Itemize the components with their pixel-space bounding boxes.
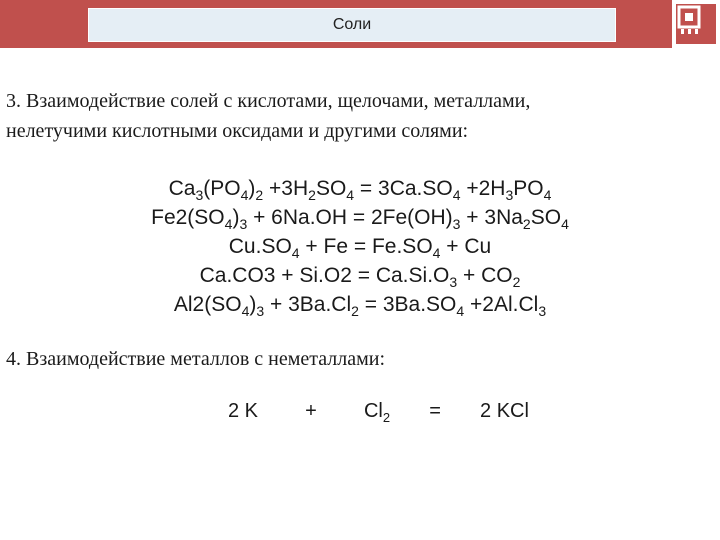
equation-subscript: 3: [452, 216, 461, 232]
section-3-heading: [6, 86, 706, 146]
equation-text: +2Al.Cl: [464, 293, 539, 316]
equation-text: SO: [530, 206, 562, 229]
product: 2 KCl: [480, 400, 529, 422]
equation-text: Ca: [168, 177, 196, 200]
equation-text: ): [249, 293, 257, 316]
section-3-heading-line1: 3. Взаимодействие солей с кислотами, щелочами, металлами,: [6, 90, 531, 112]
equations-block: [0, 174, 720, 319]
equation-text: + CO: [457, 264, 513, 287]
section-4-heading-text: 4. Взаимодействие металлов с неметаллами:: [6, 348, 386, 370]
equation-subscript: 3: [239, 216, 248, 232]
equation-line-5: [0, 290, 720, 319]
equation-text: + 3Ba.Cl: [264, 293, 352, 316]
equation-subscript: 2: [255, 187, 264, 203]
equation-subscript: 3: [449, 274, 458, 290]
reactant-2-symbol: Cl: [363, 400, 383, 422]
equation-subscript: 4: [561, 216, 569, 232]
section-3-heading-line2: нелетучими кислотными оксидами и другими солями:: [6, 120, 469, 142]
equation-subscript: 2: [351, 303, 359, 319]
header-band: [0, 0, 720, 48]
chip-logo-icon: [676, 4, 716, 44]
equation-subscript: 4: [240, 187, 249, 203]
equation-text: PO: [513, 177, 544, 200]
plus-sign: +: [305, 400, 317, 422]
equation-text: Cu.SO: [228, 235, 292, 258]
equation-text: + 3Na: [460, 206, 523, 229]
equation-text: +3H: [263, 177, 309, 200]
reactant-2-subscript: 2: [382, 410, 391, 425]
equation-subscript: 3: [505, 187, 514, 203]
equation-text: +2H: [460, 177, 506, 200]
reactant-2: [364, 396, 390, 426]
equation-line-1: [0, 174, 720, 203]
equation-text: Fe2(SO: [151, 206, 225, 229]
equation-line-3: [0, 232, 720, 261]
equation-subscript: 4: [452, 187, 461, 203]
equation-line-2: [0, 203, 720, 232]
section-4-heading: [6, 344, 706, 374]
equation-text: SO: [315, 177, 347, 200]
equation-subscript: 3: [538, 303, 547, 319]
equation-text: (PO: [203, 177, 241, 200]
equation-text: + Cu: [440, 235, 492, 258]
equals-sign: =: [429, 400, 441, 422]
equation-subscript: 4: [291, 245, 300, 261]
equation-subscript: 2: [308, 187, 316, 203]
equation-subscript: 4: [432, 245, 441, 261]
equation-text: ): [232, 206, 240, 229]
equation-subscript: 4: [346, 187, 355, 203]
equation-text: = 3Ba.SO: [358, 293, 457, 316]
equation-text: Ca.CO3 + Si.O2 = Ca.Si.O: [199, 264, 450, 287]
equation-subscript: 2: [512, 274, 521, 290]
equation-subscript: 4: [543, 187, 552, 203]
equation-line-4: [0, 261, 720, 290]
equation-subscript: 4: [456, 303, 465, 319]
equation-subscript: 2: [522, 216, 531, 232]
equation-subscript: 4: [224, 216, 233, 232]
equation-text: Al2(SO: [173, 293, 242, 316]
equation-text: ): [248, 177, 256, 200]
metal-nonmetal-reaction: [228, 396, 529, 426]
slide-title-box: [88, 8, 616, 42]
equation-text: = 3Ca.SO: [354, 177, 453, 200]
slide-title: Соли: [332, 16, 372, 33]
equation-text: + Fe = Fe.SO: [299, 235, 433, 258]
equation-text: + 6Na.OH = 2Fe(OH): [247, 206, 453, 229]
equation-subscript: 3: [195, 187, 204, 203]
equation-subscript: 4: [241, 303, 250, 319]
reactant-1: 2 K: [228, 400, 259, 422]
equation-subscript: 3: [256, 303, 265, 319]
